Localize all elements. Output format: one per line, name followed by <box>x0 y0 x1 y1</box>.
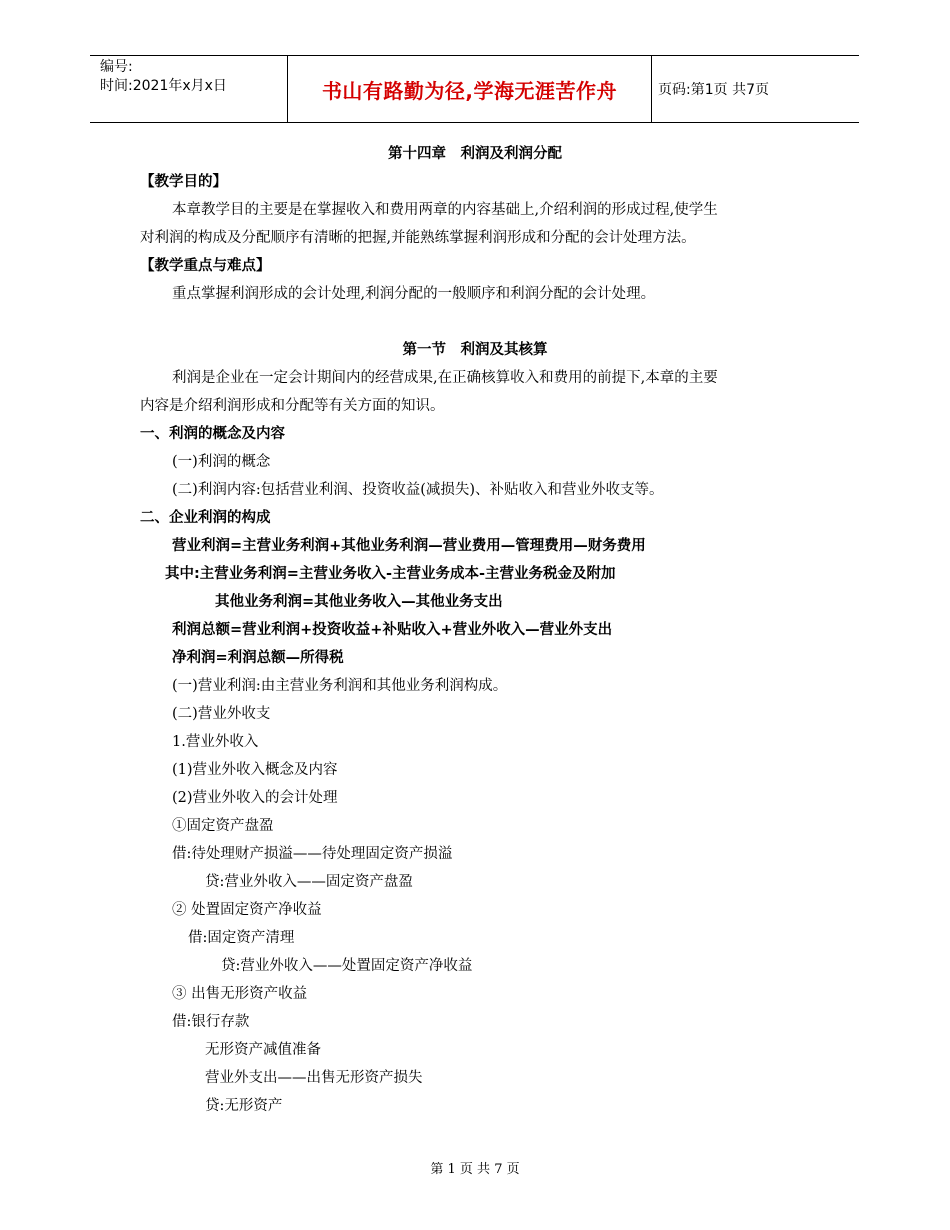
page-header <box>90 55 859 123</box>
header-meta <box>100 58 280 96</box>
heading-2: 二、企业利润的构成 <box>140 510 271 526</box>
time-label: 时间:2021年x月x日 <box>100 78 227 94</box>
section-heading: 【教学目的】 <box>140 174 227 190</box>
page-info: 页码:第1页 共7页 <box>658 82 769 98</box>
list-item: (二)营业外收支 <box>172 706 271 722</box>
list-item: (1)营业外收入概念及内容 <box>172 762 338 778</box>
journal-entry: 无形资产减值准备 <box>205 1042 321 1058</box>
journal-entry: 借:银行存款 <box>172 1014 250 1030</box>
journal-entry: 贷:营业外收入——处置固定资产净收益 <box>221 958 473 974</box>
number-label: 编号: <box>100 59 133 75</box>
formula-line: 其他业务利润=其他业务收入—其他业务支出 <box>215 594 503 610</box>
motto: 书山有路勤为径,学海无涯苦作舟 <box>287 56 652 122</box>
section-heading: 【教学重点与难点】 <box>140 258 271 274</box>
journal-entry: 贷:营业外收入——固定资产盘盈 <box>205 874 413 890</box>
section-title: 第一节 利润及其核算 <box>402 342 548 358</box>
formula-line: 其中:主营业务利润=主营业务收入-主营业务成本-主营业务税金及附加 <box>165 566 616 582</box>
paragraph-line: 重点掌握利润形成的会计处理,利润分配的一般顺序和利润分配的会计处理。 <box>172 286 656 302</box>
journal-entry: 贷:无形资产 <box>205 1098 283 1114</box>
list-item: (2)营业外收入的会计处理 <box>172 790 338 806</box>
journal-entry: 借:待处理财产损溢——待处理固定资产损溢 <box>172 846 453 862</box>
list-item: (二)利润内容:包括营业利润、投资收益(减损失)、补贴收入和营业外收支等。 <box>172 482 664 498</box>
list-item: ①固定资产盘盈 <box>172 818 274 834</box>
list-item: ③ 出售无形资产收益 <box>172 986 308 1002</box>
formula-line: 净利润=利润总额—所得税 <box>172 650 344 666</box>
list-item: ② 处置固定资产净收益 <box>172 902 322 918</box>
heading-1: 一、利润的概念及内容 <box>140 426 285 442</box>
paragraph-line: 对利润的构成及分配顺序有清晰的把握,并能熟练掌握利润形成和分配的会计处理方法。 <box>140 230 696 246</box>
paragraph-line: 内容是介绍利润形成和分配等有关方面的知识。 <box>140 398 445 414</box>
formula-line: 利润总额=营业利润+投资收益+补贴收入+营业外收入—营业外支出 <box>172 622 613 638</box>
list-item: (一)利润的概念 <box>172 454 271 470</box>
journal-entry: 营业外支出——出售无形资产损失 <box>205 1070 423 1086</box>
journal-entry: 借:固定资产清理 <box>188 930 295 946</box>
list-item: 1.营业外收入 <box>172 734 259 750</box>
formula-line: 营业利润=主营业务利润+其他业务利润—营业费用—管理费用—财务费用 <box>172 538 646 554</box>
paragraph-line: 利润是企业在一定会计期间内的经营成果,在正确核算收入和费用的前提下,本章的主要 <box>172 370 718 386</box>
paragraph-line: 本章教学目的主要是在掌握收入和费用两章的内容基础上,介绍利润的形成过程,使学生 <box>172 202 718 218</box>
list-item: (一)营业利润:由主营业务利润和其他业务利润构成。 <box>172 678 508 694</box>
page-footer: 第 1 页 共 7 页 <box>430 1162 520 1177</box>
chapter-title: 第十四章 利润及利润分配 <box>388 146 562 162</box>
